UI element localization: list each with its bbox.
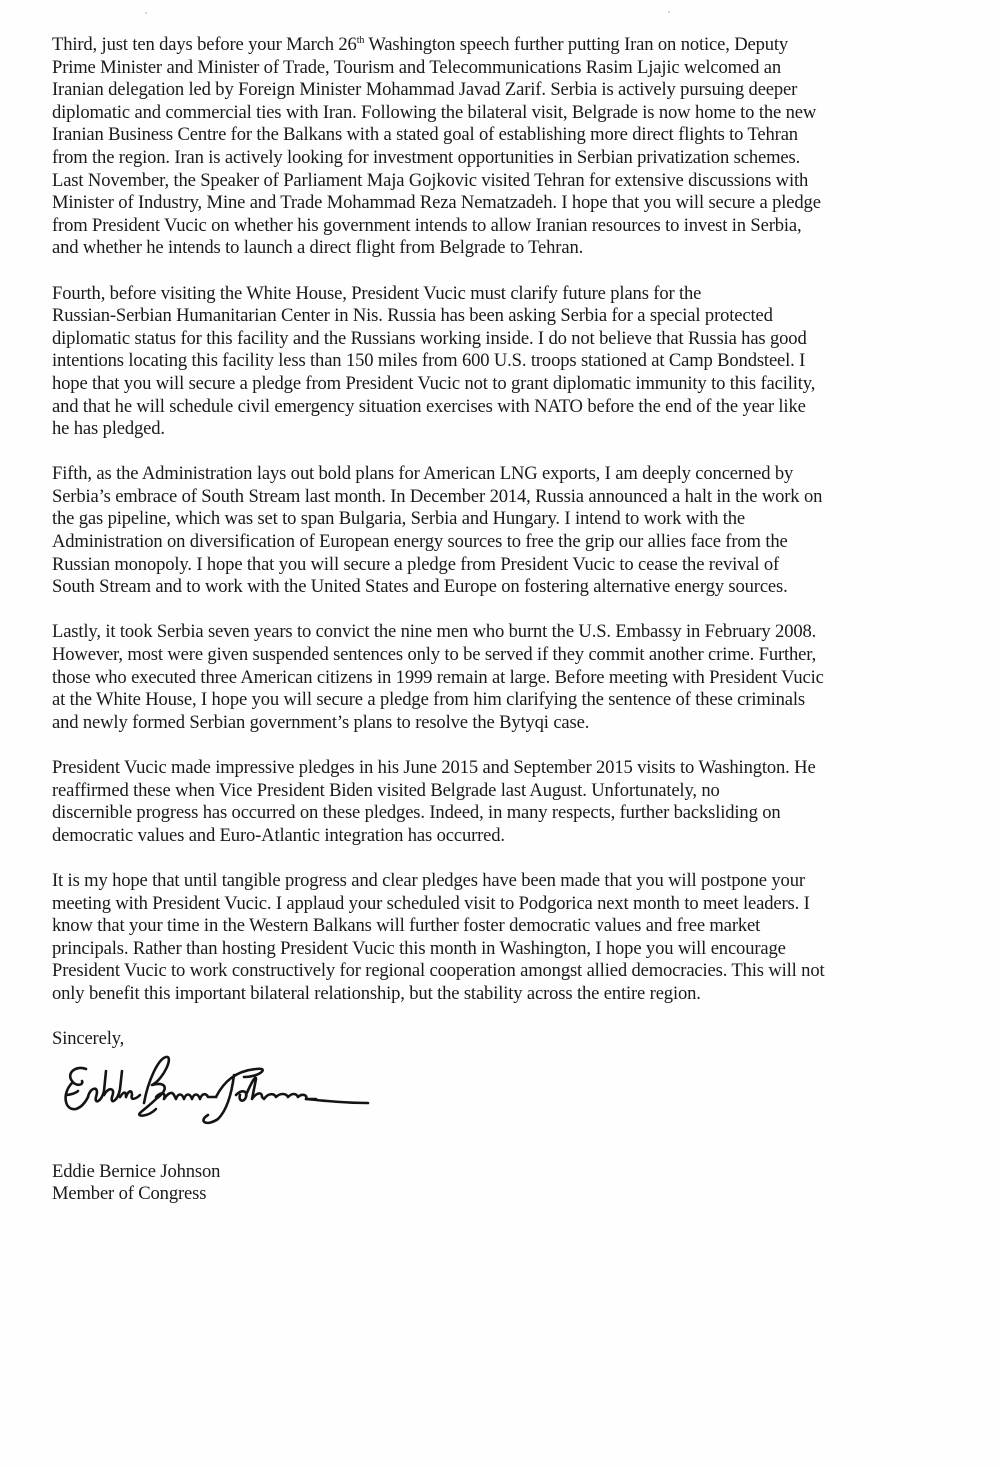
text-line: Iranian delegation led by Foreign Minister Mohammad Javad Zarif. Serbia is actively pursuing deeper — [52, 79, 798, 101]
text-line: South Stream and to work with the United States and Europe on fostering alternative energy sources. — [52, 576, 788, 598]
text-line: Fourth, before visiting the White House, President Vucic must clarify future plans for the — [52, 282, 702, 304]
text-line: from the region. Iran is actively looking for investment opportunities in Serbian privatization schemes. — [52, 146, 801, 168]
text-line: only benefit this important bilateral relationship, but the stability across the entire region. — [52, 982, 701, 1004]
text-run: Third, just ten days before your March 26 — [52, 34, 357, 55]
text-line: Serbia’s embrace of South Stream last month. In December 2014, Russia announced a halt in the work on — [52, 485, 823, 507]
text-line: know that your time in the Western Balkans will further foster democratic values and free market — [52, 915, 761, 937]
text-line: Russian-Serbian Humanitarian Center in Nis. Russia has been asking Serbia for a special protected — [52, 305, 773, 327]
paragraph-fourth — [52, 283, 992, 441]
text-line: Russian monopoly. I hope that you will secure a pledge from President Vucic to cease the revival of — [52, 553, 780, 575]
text-line: principals. Rather than hosting President Vucic this month in Washington, I hope you will encourage — [52, 937, 786, 959]
paragraph-lastly — [52, 621, 992, 734]
text-line: democratic values and Euro-Atlantic integration has occurred. — [52, 824, 505, 846]
text-line: and that he will schedule civil emergency situation exercises with NATO before the end of the year like — [52, 395, 806, 417]
text-line: It is my hope that until tangible progress and clear pledges have been made that you will postpone your — [52, 869, 805, 891]
paragraph-hope — [52, 870, 992, 1006]
text-line: Lastly, it took Serbia seven years to convict the nine men who burnt the U.S. Embassy in February 2008. — [52, 621, 817, 643]
text-line: President Vucic made impressive pledges in his June 2015 and September 2015 visits to Washington. He — [52, 757, 816, 778]
signature-block — [52, 1051, 372, 1161]
ordinal-superscript: th — [356, 35, 365, 46]
scan-speck — [668, 11, 670, 13]
text-line: reaffirmed these when Vice President Biden visited Belgrade last August. Unfortunately, no — [52, 779, 720, 801]
text-line: at the White House, I hope you will secure a pledge from him clarifying the sentence of these criminals — [52, 689, 806, 711]
text-line: discernible progress has occurred on these pledges. Indeed, in many respects, further backsliding on — [52, 802, 781, 824]
text-line: from President Vucic on whether his government intends to allow Iranian resources to invest in Serbia, — [52, 214, 802, 236]
text-line: and whether he intends to launch a direct flight from Belgrade to Tehran. — [52, 237, 584, 259]
text-line: diplomatic status for this facility and the Russians working inside. I do not believe that Russia has good — [52, 327, 807, 349]
text-line: Iranian Business Centre for the Balkans with a stated goal of establishing more direct flights to Tehran — [52, 124, 798, 146]
text-line: intentions locating this facility less than 150 miles from 600 U.S. troops stationed at Camp Bondsteel. I — [52, 350, 806, 372]
closing-salutation: Sincerely, — [52, 1028, 125, 1050]
text-line: President Vucic to work constructively for regional cooperation amongst allied democracies. This will not — [52, 960, 825, 982]
letter-paragraphs — [52, 34, 992, 1006]
paragraph-pledges — [52, 757, 992, 847]
text-line: Last November, the Speaker of Parliament Maja Gojkovic visited Tehran for extensive discussions with — [52, 169, 809, 191]
handwritten-signature-icon — [56, 1051, 376, 1156]
text-line: Administration on diversification of European energy sources to free the grip our allies face from the — [52, 531, 788, 553]
paragraph-fifth — [52, 463, 992, 599]
paragraph-third — [52, 34, 992, 260]
text-run: Washington speech further putting Iran on notice, Deputy — [364, 34, 789, 55]
text-line: meeting with President Vucic. I applaud your scheduled visit to Podgorica next month to meet leaders. I — [52, 892, 810, 914]
text-line: and newly formed Serbian government’s plans to resolve the Bytyqi case. — [52, 711, 590, 733]
text-line: the gas pipeline, which was set to span Bulgaria, Serbia and Hungary. I intend to work with the — [52, 508, 746, 530]
text-line: those who executed three American citizens in 1999 remain at large. Before meeting with President Vucic — [52, 666, 824, 688]
signer-title: Member of Congress — [52, 1183, 207, 1205]
text-line: Prime Minister and Minister of Trade, Tourism and Telecommunications Rasim Ljajic welcomed an — [52, 56, 781, 78]
text-line — [52, 34, 992, 57]
text-line: Minister of Industry, Mine and Trade Mohammad Reza Nematzadeh. I hope that you will secure a pledge — [52, 192, 821, 214]
text-line: Fifth, as the Administration lays out bold plans for American LNG exports, I am deeply concerned by — [52, 463, 794, 485]
text-line: However, most were given suspended sentences only to be served if they commit another crime. Further, — [52, 644, 817, 666]
signer-name: Eddie Bernice Johnson — [52, 1160, 221, 1182]
text-line: hope that you will secure a pledge from President Vucic not to grant diplomatic immunity to this facility, — [52, 372, 816, 394]
scan-speck — [145, 12, 147, 14]
text-line: diplomatic and commercial ties with Iran. Following the bilateral visit, Belgrade is now home to the new — [52, 101, 817, 123]
letter-body — [52, 34, 992, 1206]
text-line: he has pledged. — [52, 418, 165, 440]
